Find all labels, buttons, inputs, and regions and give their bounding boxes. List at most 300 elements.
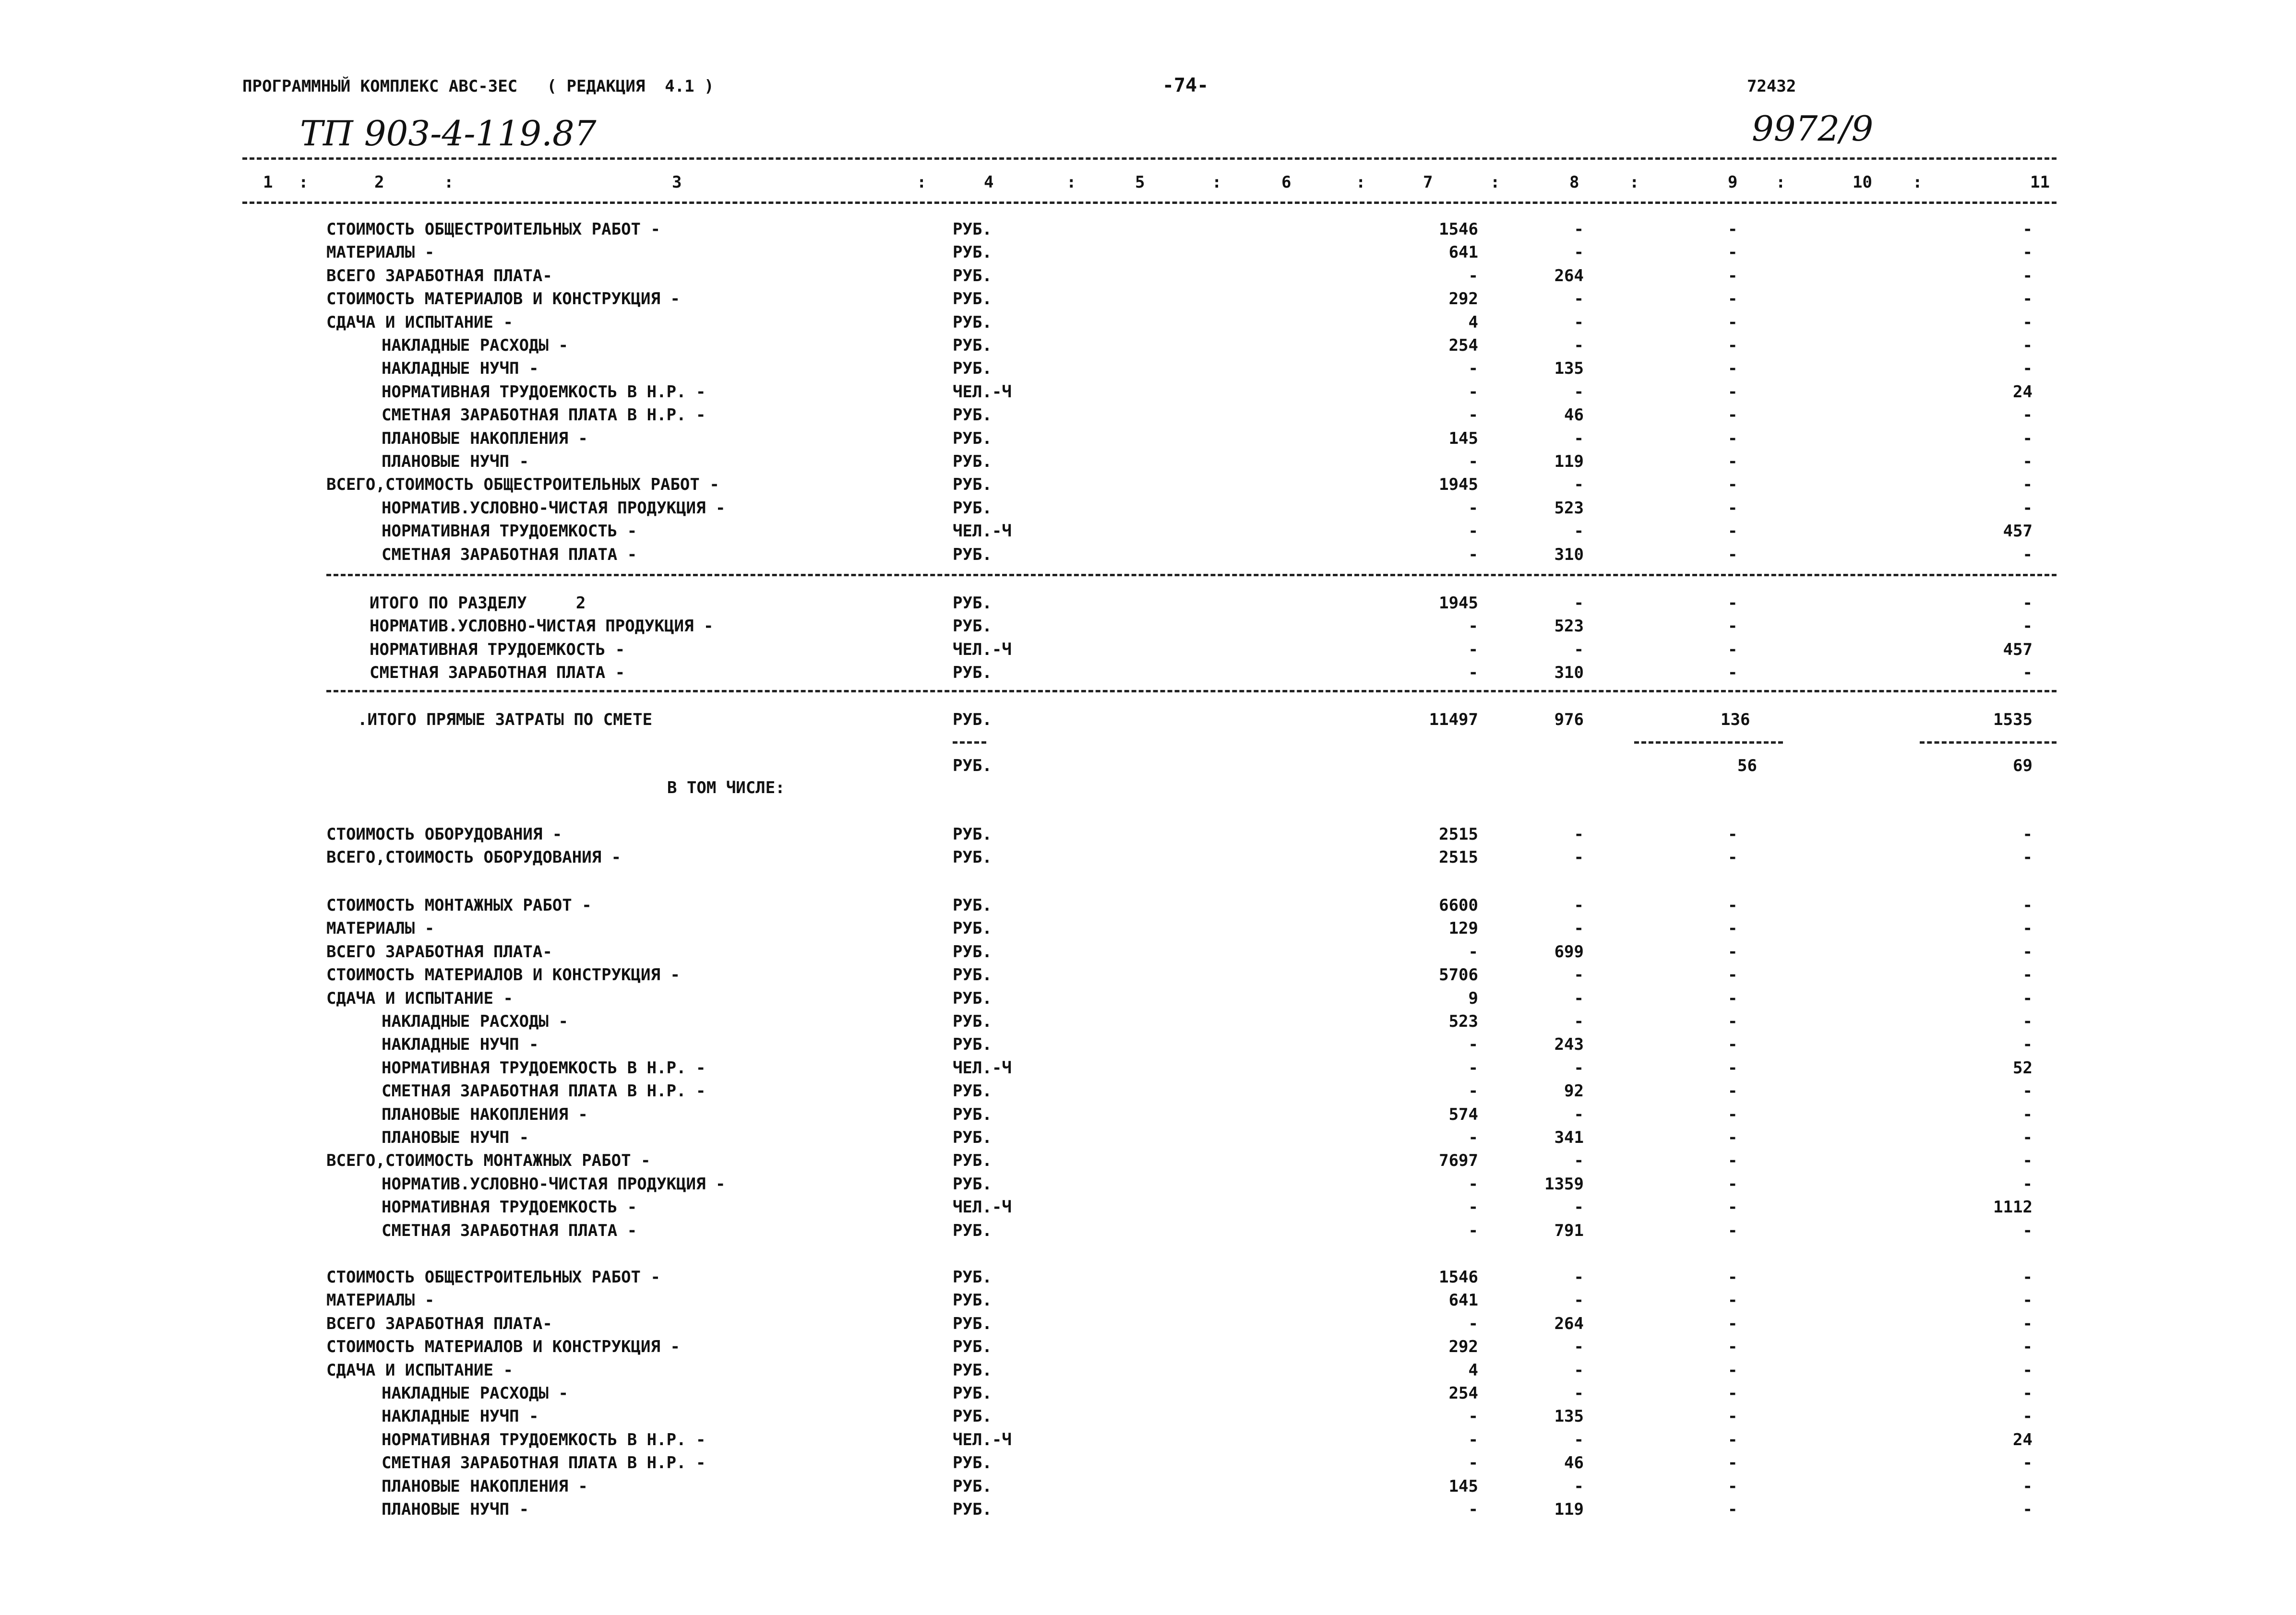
col11-value: 1112	[1993, 1198, 2033, 1217]
table-row	[0, 521, 2296, 544]
row-unit: РУБ.	[953, 1104, 992, 1124]
handwritten-project-code: ТП 903-4-119.87	[300, 113, 597, 154]
row-unit: ЧЕЛ.-Ч	[953, 640, 1012, 659]
col8-value: 523	[1554, 498, 1584, 518]
row-unit: РУБ.	[953, 405, 992, 425]
col9-value: -	[1728, 1430, 1738, 1449]
row-label: СТОИМОСТЬ МАТЕРИАЛОВ И КОНСТРУКЦИЯ -	[326, 965, 680, 985]
page-number: -74-	[1162, 74, 1209, 96]
row-unit: ЧЕЛ.-Ч	[953, 1430, 1012, 1449]
col9-value: -	[1728, 1360, 1738, 1380]
col8-value: 92	[1564, 1081, 1584, 1101]
col9-value: -	[1728, 1337, 1738, 1357]
col11-value: -	[2022, 965, 2033, 985]
col8-value: -	[1574, 428, 1584, 448]
row-label: ВСЕГО,СТОИМОСТЬ ОБЩЕСТРОИТЕЛЬНЫХ РАБОТ -	[326, 475, 719, 495]
col8-value: -	[1574, 289, 1584, 309]
col9-value: -	[1728, 640, 1738, 659]
col8-value: 523	[1554, 617, 1584, 636]
col11-value: -	[2022, 1012, 2033, 1031]
col8-value: 699	[1554, 942, 1584, 962]
row-label: СМЕТНАЯ ЗАРАБОТНАЯ ПЛАТА В Н.Р. -	[382, 405, 706, 425]
row-label: НОРМАТИВ.УСЛОВНО-ЧИСТАЯ ПРОДУКЦИЯ -	[382, 1174, 726, 1194]
row-unit: РУБ.	[953, 1314, 992, 1333]
row-unit: РУБ.	[953, 1360, 992, 1380]
col11-value: -	[2022, 1081, 2033, 1101]
row-unit: ЧЕЛ.-Ч	[953, 382, 1012, 402]
col7-value: 145	[1448, 1476, 1478, 1496]
row-unit: ЧЕЛ.-Ч	[953, 522, 1012, 541]
col7-value: -	[1468, 640, 1478, 659]
col11-value: -	[2022, 1128, 2033, 1147]
table-row	[0, 1476, 2296, 1499]
table-row	[0, 639, 2296, 662]
row-unit: РУБ.	[953, 965, 992, 985]
col9-value: -	[1728, 266, 1738, 285]
table-row	[0, 242, 2296, 265]
table-row	[0, 498, 2296, 521]
table-row	[0, 1383, 2296, 1406]
col11-value: -	[2022, 848, 2033, 867]
col11-value: -	[2022, 617, 2033, 636]
row-label: ВСЕГО ЗАРАБОТНАЯ ПЛАТА-	[326, 266, 552, 285]
col7-value: 5706	[1439, 965, 1478, 985]
row-unit: РУБ.	[953, 1407, 992, 1426]
col8-value: -	[1574, 220, 1584, 239]
col11-value: -	[2022, 266, 2033, 285]
col11-value: -	[2022, 498, 2033, 518]
col8-value: -	[1574, 243, 1584, 262]
row-label: МАТЕРИАЛЫ -	[326, 919, 435, 938]
table-row	[0, 451, 2296, 474]
col7-value: 254	[1448, 336, 1478, 355]
col11-value: -	[2022, 289, 2033, 309]
col8-value: 46	[1564, 405, 1584, 425]
col11-value: 52	[2013, 1058, 2033, 1078]
col7-value: 6600	[1439, 896, 1478, 915]
row-unit: РУБ.	[953, 1291, 992, 1310]
col9-value: -	[1728, 452, 1738, 471]
table-row	[0, 964, 2296, 987]
table-row	[0, 335, 2296, 358]
col8-value: 119	[1554, 452, 1584, 471]
col7-value: 145	[1448, 428, 1478, 448]
program-header: ПРОГРАММНЫЙ КОМПЛЕКС АВС-ЗЕС ( РЕДАКЦИЯ 4.1 )	[242, 77, 714, 96]
table-row	[0, 1104, 2296, 1127]
col9-value: 136	[1721, 710, 1750, 729]
col11-value: 457	[2003, 522, 2033, 541]
col8-value: -	[1574, 522, 1584, 541]
col7-value: -	[1468, 498, 1478, 518]
table-row	[0, 265, 2296, 288]
table-row	[0, 1429, 2296, 1452]
col11-value: -	[2022, 1407, 2033, 1426]
col7-value: 4	[1468, 312, 1478, 332]
row-label: ВСЕГО ЗАРАБОТНАЯ ПЛАТА-	[326, 942, 552, 962]
col11-value: -	[2022, 942, 2033, 962]
header-rule	[242, 202, 2057, 204]
col8-value: -	[1574, 1104, 1584, 1124]
col7-value: 641	[1448, 1291, 1478, 1310]
row-label: НОРМАТИВНАЯ ТРУДОЕМКОСТЬ -	[382, 1198, 637, 1217]
col7-value: -	[1468, 942, 1478, 962]
col9-value: -	[1728, 1314, 1738, 1333]
row-label: СМЕТНАЯ ЗАРАБОТНАЯ ПЛАТА -	[370, 663, 625, 683]
row-unit: ЧЕЛ.-Ч	[953, 1198, 1012, 1217]
row-label: НАКЛАДНЫЕ НУЧП -	[382, 1035, 539, 1055]
row-label: НОРМАТИВНАЯ ТРУДОЕМКОСТЬ В Н.Р. -	[382, 1058, 706, 1078]
col7-value: -	[1468, 1430, 1478, 1449]
table-row	[0, 1406, 2296, 1429]
subtotal-rule	[1634, 741, 1783, 744]
col8-value: -	[1574, 1430, 1584, 1449]
col11-value: -	[2022, 1104, 2033, 1124]
col7-value: 292	[1448, 1337, 1478, 1357]
row-unit: РУБ.	[953, 498, 992, 518]
col11-value: -	[2022, 1453, 2033, 1473]
row-unit: РУБ.	[953, 988, 992, 1008]
col7-value: 1945	[1439, 594, 1478, 613]
row-unit: РУБ.	[953, 266, 992, 285]
col8-value: -	[1574, 848, 1584, 867]
column-separator: :	[1490, 173, 1500, 192]
col9-value: -	[1728, 1128, 1738, 1147]
row-unit: РУБ.	[953, 825, 992, 844]
column-separator: :	[1629, 173, 1639, 192]
row-unit: РУБ.	[953, 1174, 992, 1194]
table-row	[0, 1081, 2296, 1104]
col9-value: -	[1728, 220, 1738, 239]
row-label: СМЕТНАЯ ЗАРАБОТНАЯ ПЛАТА -	[382, 1221, 637, 1240]
row-label: СТОИМОСТЬ МОНТАЖНЫХ РАБОТ -	[326, 896, 592, 915]
col8-value: -	[1574, 919, 1584, 938]
col11-value: 457	[2003, 640, 2033, 659]
row-unit: РУБ.	[953, 312, 992, 332]
col8-value: -	[1574, 1058, 1584, 1078]
row-unit: РУБ.	[953, 475, 992, 495]
col8-value: -	[1574, 1360, 1584, 1380]
col9-value: -	[1728, 289, 1738, 309]
row-label: НОРМАТИВНАЯ ТРУДОЕМКОСТЬ В Н.Р. -	[382, 1430, 706, 1449]
row-label: ВСЕГО,СТОИМОСТЬ ОБОРУДОВАНИЯ -	[326, 848, 622, 867]
column-number-11: 11	[2030, 173, 2050, 192]
col11-value: -	[2022, 359, 2033, 379]
direct-total-subrow	[0, 755, 2296, 778]
col7-value: 1546	[1439, 220, 1478, 239]
table-row	[0, 941, 2296, 964]
including-label: В ТОМ ЧИСЛЕ:	[667, 778, 785, 797]
col11-value: -	[2022, 312, 2033, 332]
col7-value: 254	[1448, 1384, 1478, 1403]
col9-value: -	[1728, 942, 1738, 962]
row-unit: РУБ.	[953, 428, 992, 448]
col8-value: 119	[1554, 1500, 1584, 1519]
col11-value: -	[2022, 1384, 2033, 1403]
col11-value: -	[2022, 1035, 2033, 1055]
table-row	[0, 1127, 2296, 1150]
col11-value: -	[2022, 896, 2033, 915]
row-label: СДАЧА И ИСПЫТАНИЕ -	[326, 1360, 513, 1380]
col7-value: -	[1468, 617, 1478, 636]
col7-value: -	[1468, 1174, 1478, 1194]
col7-value: 11497	[1429, 710, 1478, 729]
col8-value: -	[1574, 1291, 1584, 1310]
col8-value: -	[1574, 988, 1584, 1008]
col11-value: -	[2022, 1360, 2033, 1380]
row-unit: РУБ.	[953, 1151, 992, 1171]
col7-value: -	[1468, 266, 1478, 285]
table-row	[0, 381, 2296, 404]
col11-value: -	[2022, 405, 2033, 425]
row-label: СДАЧА И ИСПЫТАНИЕ -	[326, 988, 513, 1008]
col9-value: -	[1728, 243, 1738, 262]
col9-value: -	[1728, 1035, 1738, 1055]
col9-value: -	[1728, 428, 1738, 448]
col8-value: -	[1574, 336, 1584, 355]
row-label: МАТЕРИАЛЫ -	[326, 243, 435, 262]
row-label: СТОИМОСТЬ ОБЩЕСТРОИТЕЛЬНЫХ РАБОТ -	[326, 220, 660, 239]
table-row	[0, 1267, 2296, 1290]
col9-value: -	[1728, 1453, 1738, 1473]
row-label: СДАЧА И ИСПЫТАНИЕ -	[326, 312, 513, 332]
row-label: ПЛАНОВЫЕ НУЧП -	[382, 1500, 529, 1519]
row-label: СТОИМОСТЬ МАТЕРИАЛОВ И КОНСТРУКЦИЯ -	[326, 1337, 680, 1357]
row-label: ПЛАНОВЫЕ НАКОПЛЕНИЯ -	[382, 1104, 588, 1124]
table-row	[0, 1290, 2296, 1313]
table-row	[0, 1011, 2296, 1034]
row-label: ПЛАНОВЫЕ НУЧП -	[382, 1128, 529, 1147]
col8-value: 243	[1554, 1035, 1584, 1055]
row-unit: РУБ.	[953, 1476, 992, 1496]
col7-value: 129	[1448, 919, 1478, 938]
row-unit: РУБ.	[953, 289, 992, 309]
row-unit: РУБ.	[953, 1081, 992, 1101]
column-separator: :	[1356, 173, 1366, 192]
row-label: МАТЕРИАЛЫ -	[326, 1291, 435, 1310]
col8-value: 135	[1554, 359, 1584, 379]
including-heading	[0, 777, 2296, 800]
col7-value: 292	[1448, 289, 1478, 309]
col7-value: -	[1468, 1058, 1478, 1078]
row-unit: РУБ.	[953, 848, 992, 867]
col8-value: -	[1574, 594, 1584, 613]
col11-value: -	[2022, 1476, 2033, 1496]
col7-value: -	[1468, 1500, 1478, 1519]
col11-value: 69	[2013, 756, 2033, 775]
col9-value: -	[1728, 405, 1738, 425]
table-row	[0, 1499, 2296, 1522]
col11-value: -	[2022, 452, 2033, 471]
col8-value: 1359	[1544, 1174, 1584, 1194]
column-number-10: 10	[1853, 173, 1872, 192]
col9-value: -	[1728, 498, 1738, 518]
col9-value: -	[1728, 848, 1738, 867]
col11-value: -	[2022, 663, 2033, 683]
col11-value: -	[2022, 545, 2033, 564]
col9-value: -	[1728, 475, 1738, 495]
col11-value: -	[2022, 1151, 2033, 1171]
col7-value: 523	[1448, 1012, 1478, 1031]
col11-value: -	[2022, 1337, 2033, 1357]
col8-value: 264	[1554, 266, 1584, 285]
table-row	[0, 358, 2296, 381]
col11-value: -	[2022, 919, 2033, 938]
col9-value: -	[1728, 359, 1738, 379]
col7-value: -	[1468, 1221, 1478, 1240]
col7-value: -	[1468, 1035, 1478, 1055]
row-label: ПЛАНОВЫЕ НАКОПЛЕНИЯ -	[382, 428, 588, 448]
col8-value: -	[1574, 1198, 1584, 1217]
row-label: ПЛАНОВЫЕ НУЧП -	[382, 452, 529, 471]
col7-value: -	[1468, 545, 1478, 564]
col9-value: -	[1728, 663, 1738, 683]
col9-value: -	[1728, 825, 1738, 844]
col8-value: 264	[1554, 1314, 1584, 1333]
row-unit: РУБ.	[953, 710, 992, 729]
row-label: НОРМАТИВНАЯ ТРУДОЕМКОСТЬ В Н.Р. -	[382, 382, 706, 402]
table-row	[0, 1057, 2296, 1081]
table-row	[0, 847, 2296, 870]
table-row	[0, 1220, 2296, 1243]
col7-value: 7697	[1439, 1151, 1478, 1171]
col9-value: -	[1728, 896, 1738, 915]
col9-value: -	[1728, 336, 1738, 355]
col11-value: -	[2022, 1314, 2033, 1333]
row-label: ПЛАНОВЫЕ НАКОПЛЕНИЯ -	[382, 1476, 588, 1496]
row-label: СТОИМОСТЬ ОБЩЕСТРОИТЕЛЬНЫХ РАБОТ -	[326, 1268, 660, 1287]
col8-value: -	[1574, 965, 1584, 985]
col9-value: -	[1728, 1384, 1738, 1403]
col8-value: 310	[1554, 545, 1584, 564]
row-unit: РУБ.	[953, 1035, 992, 1055]
col9-value: -	[1728, 1104, 1738, 1124]
col11-value: 24	[2013, 1430, 2033, 1449]
row-label: СТОИМОСТЬ МАТЕРИАЛОВ И КОНСТРУКЦИЯ -	[326, 289, 680, 309]
table-row	[0, 1034, 2296, 1057]
col9-value: -	[1728, 522, 1738, 541]
subtotal-rule	[1920, 741, 2057, 744]
col8-value: -	[1574, 1384, 1584, 1403]
column-separator: :	[1066, 173, 1076, 192]
table-row	[0, 824, 2296, 847]
row-unit: РУБ.	[953, 594, 992, 613]
col8-value: -	[1574, 382, 1584, 402]
row-label: ВСЕГО,СТОИМОСТЬ МОНТАЖНЫХ РАБОТ -	[326, 1151, 651, 1171]
row-unit: РУБ.	[953, 1128, 992, 1147]
col7-value: -	[1468, 1128, 1478, 1147]
col7-value: 2515	[1439, 825, 1478, 844]
row-unit: РУБ.	[953, 663, 992, 683]
col9-value: -	[1728, 919, 1738, 938]
col9-value: -	[1728, 1081, 1738, 1101]
row-unit: РУБ.	[953, 243, 992, 262]
col9-value: -	[1728, 1221, 1738, 1240]
row-unit: РУБ.	[953, 1337, 992, 1357]
unit-rule	[953, 741, 986, 744]
col8-value: -	[1574, 1268, 1584, 1287]
col8-value: -	[1574, 1151, 1584, 1171]
row-label: НОРМАТИВНАЯ ТРУДОЕМКОСТЬ -	[382, 522, 637, 541]
table-row	[0, 404, 2296, 428]
col8-value: 135	[1554, 1407, 1584, 1426]
row-unit: РУБ.	[953, 896, 992, 915]
table-row	[0, 288, 2296, 311]
direct-total-row	[0, 709, 2296, 732]
column-separator: :	[1913, 173, 1923, 192]
row-unit: РУБ.	[953, 919, 992, 938]
col7-value: 4	[1468, 1360, 1478, 1380]
col11-value: -	[2022, 1174, 2033, 1194]
col7-value: 1945	[1439, 475, 1478, 495]
table-row	[0, 918, 2296, 941]
row-label: НАКЛАДНЫЕ НУЧП -	[382, 359, 539, 379]
col8-value: -	[1574, 825, 1584, 844]
col9-value: -	[1728, 312, 1738, 332]
column-number-9: 9	[1728, 173, 1738, 192]
table-row	[0, 1336, 2296, 1359]
col7-value: -	[1468, 359, 1478, 379]
col11-value: -	[2022, 336, 2033, 355]
col9-value: -	[1728, 382, 1738, 402]
col7-value: -	[1468, 1198, 1478, 1217]
col9-value: -	[1728, 594, 1738, 613]
col11-value: -	[2022, 243, 2033, 262]
col11-value: -	[2022, 1500, 2033, 1519]
col11-value: -	[2022, 475, 2033, 495]
table-row	[0, 988, 2296, 1011]
column-number-7: 7	[1423, 173, 1433, 192]
col11-value: -	[2022, 825, 2033, 844]
row-label: НАКЛАДНЫЕ РАСХОДЫ -	[382, 1012, 568, 1031]
row-label: НАКЛАДНЫЕ РАСХОДЫ -	[382, 1384, 568, 1403]
col11-value: 1535	[1993, 710, 2033, 729]
col7-value: -	[1468, 405, 1478, 425]
column-number-5: 5	[1135, 173, 1145, 192]
row-label: НОРМАТИВ.УСЛОВНО-ЧИСТАЯ ПРОДУКЦИЯ -	[382, 498, 726, 518]
col7-value: 574	[1448, 1104, 1478, 1124]
row-unit: РУБ.	[953, 545, 992, 564]
col11-value: -	[2022, 1221, 2033, 1240]
row-label: НОРМАТИВ.УСЛОВНО-ЧИСТАЯ ПРОДУКЦИЯ -	[370, 617, 714, 636]
col9-value: 56	[1737, 756, 1757, 775]
row-unit: РУБ.	[953, 1500, 992, 1519]
column-separator: :	[444, 173, 454, 192]
column-number-8: 8	[1569, 173, 1579, 192]
table-row	[0, 544, 2296, 567]
col7-value: -	[1468, 382, 1478, 402]
table-row	[0, 616, 2296, 639]
table-row	[0, 1174, 2296, 1197]
table-row	[0, 428, 2296, 451]
col7-value: -	[1468, 1081, 1478, 1101]
table-row	[0, 219, 2296, 242]
col8-value: -	[1574, 312, 1584, 332]
col7-value: -	[1468, 1314, 1478, 1333]
col8-value: 791	[1554, 1221, 1584, 1240]
col9-value: -	[1728, 617, 1738, 636]
col7-value: -	[1468, 663, 1478, 683]
row-unit: РУБ.	[953, 220, 992, 239]
col7-value: -	[1468, 452, 1478, 471]
column-number-4: 4	[984, 173, 994, 192]
col7-value: -	[1468, 522, 1478, 541]
table-row	[0, 1150, 2296, 1173]
col9-value: -	[1728, 1268, 1738, 1287]
col7-value: 9	[1468, 988, 1478, 1008]
column-number-6: 6	[1281, 173, 1292, 192]
row-label: НАКЛАДНЫЕ НУЧП -	[382, 1407, 539, 1426]
column-separator: :	[299, 173, 309, 192]
